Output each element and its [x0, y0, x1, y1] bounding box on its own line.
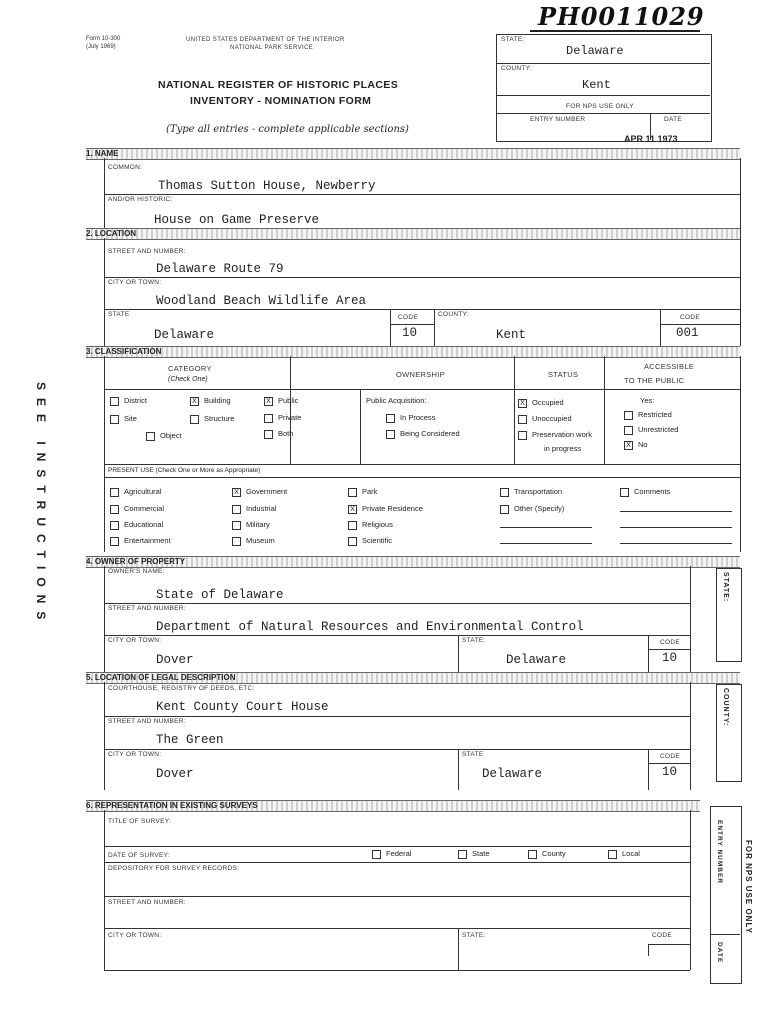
handwritten-id: PH0011029	[538, 2, 705, 31]
access-yes-label: Yes:	[640, 396, 655, 405]
use-entertainment[interactable]: Entertainment	[110, 536, 171, 546]
code-value: 10	[402, 326, 418, 340]
check-structure[interactable]: Structure	[190, 414, 234, 424]
use-agricultural[interactable]: Agricultural	[110, 487, 162, 497]
street-label: STREET AND NUMBER:	[108, 248, 186, 255]
side-entry-number: ENTRY NUMBER	[716, 820, 723, 885]
survey-state[interactable]: State	[458, 849, 490, 859]
use-religious[interactable]: Religious	[348, 520, 393, 530]
legal-city-value: Dover	[156, 767, 194, 781]
category-head: CATEGORY	[168, 364, 212, 373]
form-instructions: (Type all entries - complete applicable sections)	[166, 124, 409, 135]
use-educational[interactable]: Educational	[110, 520, 163, 530]
historic-value: House on Game Preserve	[154, 213, 320, 227]
side-nps-use-only: FOR NPS USE ONLY	[744, 840, 753, 934]
check-restricted[interactable]: Restricted	[624, 410, 672, 420]
common-value: Thomas Sutton House, Newberry	[158, 179, 376, 193]
use-park[interactable]: Park	[348, 487, 377, 497]
legal-street-value: The Green	[156, 733, 224, 747]
use-other[interactable]: Other (Specify)	[500, 504, 564, 514]
survey-date-label: DATE OF SURVEY:	[108, 852, 171, 859]
owner-street-value: Department of Natural Resources and Environmental Control	[156, 620, 584, 634]
owner-state-label: STATE:	[462, 637, 486, 644]
legal-state-value: Delaware	[482, 767, 543, 781]
section3-title: 3. CLASSIFICATION	[86, 347, 162, 356]
section2-bar	[86, 228, 740, 240]
top-state-value: Delaware	[566, 44, 624, 58]
check-no[interactable]: X No	[624, 440, 648, 450]
use-museum[interactable]: Museum	[232, 536, 275, 546]
state-label: STATE	[108, 311, 130, 318]
owner-label: OWNER'S NAME:	[108, 568, 165, 575]
check-preservation[interactable]: Preservation work	[518, 430, 592, 440]
owner-code-label: CODE	[660, 639, 680, 646]
category-sub: (Check One)	[168, 376, 208, 383]
form-number: Form 10-300	[86, 36, 121, 42]
survey-state-label: STATE:	[462, 932, 486, 939]
courthouse-label: COURTHOUSE, REGISTRY OF DEEDS, ETC:	[108, 685, 255, 692]
common-label: COMMON:	[108, 164, 143, 171]
code-label: CODE	[398, 314, 418, 321]
owner-street-label: STREET AND NUMBER:	[108, 605, 186, 612]
survey-county[interactable]: County	[528, 849, 566, 859]
survey-local[interactable]: Local	[608, 849, 640, 859]
top-county-label: COUNTY:	[501, 65, 532, 72]
ownership-head: OWNERSHIP	[396, 370, 445, 379]
see-instructions-vertical: SEE INSTRUCTIONS	[34, 382, 48, 628]
side-county-box	[716, 684, 742, 782]
top-date-label: DATE	[664, 116, 683, 123]
department-line2: NATIONAL PARK SERVICE	[230, 45, 314, 51]
use-government[interactable]: X Government	[232, 487, 287, 497]
top-date-stamp: APR 11 1973	[624, 134, 678, 144]
city-label: CITY OR TOWN:	[108, 279, 162, 286]
county-value: Kent	[496, 328, 527, 342]
top-county-value: Kent	[582, 78, 611, 92]
owner-city-value: Dover	[156, 653, 194, 667]
preservation-line2: in progress	[544, 444, 582, 453]
owner-value: State of Delaware	[156, 588, 284, 602]
check-building[interactable]: X Building	[190, 396, 231, 406]
depository-label: DEPOSITORY FOR SURVEY RECORDS:	[108, 865, 240, 872]
city-value: Woodland Beach Wildlife Area	[156, 294, 367, 308]
check-district[interactable]: District	[110, 396, 147, 406]
present-use-label: PRESENT USE (Check One or More as Appropriate)	[108, 467, 261, 474]
section2-title: 2. LOCATION	[86, 229, 137, 238]
form-title-line1: NATIONAL REGISTER OF HISTORIC PLACES	[158, 79, 399, 91]
access-head2: TO THE PUBLIC	[624, 376, 685, 385]
legal-code-label: CODE	[660, 753, 680, 760]
check-in-process[interactable]: In Process	[386, 413, 435, 423]
check-object[interactable]: Object	[146, 431, 182, 441]
section4-bar	[86, 556, 740, 568]
survey-title-label: TITLE OF SURVEY:	[108, 818, 172, 825]
use-scientific[interactable]: Scientific	[348, 536, 392, 546]
side-date: DATE	[716, 942, 723, 964]
street-value: Delaware Route 79	[156, 262, 284, 276]
form-date: (July 1969)	[86, 44, 116, 50]
historic-label: AND/OR HISTORIC:	[108, 196, 173, 203]
use-transportation[interactable]: Transportation	[500, 487, 562, 497]
check-unoccupied[interactable]: Unoccupied	[518, 414, 572, 424]
owner-city-label: CITY OR TOWN:	[108, 637, 162, 644]
legal-street-label: STREET AND NUMBER:	[108, 718, 186, 725]
check-being-considered[interactable]: Being Considered	[386, 429, 460, 439]
side-state-label: STATE:	[722, 572, 729, 603]
check-both[interactable]: Both	[264, 429, 293, 439]
section4-title: 4. OWNER OF PROPERTY	[86, 557, 186, 566]
survey-code-label: CODE	[652, 932, 672, 939]
owner-state-value: Delaware	[506, 653, 567, 667]
section1-title: 1. NAME	[86, 149, 119, 158]
section5-title: 5. LOCATION OF LEGAL DESCRIPTION	[86, 673, 236, 682]
survey-street-label: STREET AND NUMBER:	[108, 899, 186, 906]
check-public[interactable]: X Public	[264, 396, 298, 406]
section3-bar	[86, 346, 740, 358]
survey-federal[interactable]: Federal	[372, 849, 411, 859]
use-commercial[interactable]: Commercial	[110, 504, 164, 514]
code2-value: 001	[676, 326, 699, 340]
courthouse-value: Kent County Court House	[156, 700, 329, 714]
use-military[interactable]: Military	[232, 520, 270, 530]
owner-code-value: 10	[662, 651, 678, 665]
status-head: STATUS	[548, 370, 579, 379]
section6-title: 6. REPRESENTATION IN EXISTING SURVEYS	[86, 801, 258, 810]
side-state-box	[716, 568, 742, 662]
legal-city-label: CITY OR TOWN:	[108, 751, 162, 758]
county-label: COUNTY:	[438, 311, 469, 318]
top-state-label: STATE:	[501, 36, 525, 43]
section1-bar	[86, 148, 740, 160]
top-entry-label: ENTRY NUMBER	[530, 116, 586, 123]
check-site[interactable]: Site	[110, 414, 137, 424]
survey-city-label: CITY OR TOWN:	[108, 932, 162, 939]
check-unrestricted[interactable]: Unrestricted	[624, 425, 678, 435]
section5-bar	[86, 672, 740, 684]
legal-state-label: STATE	[462, 751, 484, 758]
access-head1: ACCESSIBLE	[644, 362, 695, 371]
use-comments[interactable]: Comments	[620, 487, 670, 497]
use-private-residence[interactable]: X Private Residence	[348, 504, 423, 514]
legal-code-value: 10	[662, 765, 678, 779]
check-private[interactable]: Private	[264, 413, 301, 423]
nps-side-box	[710, 806, 742, 984]
acquisition-label: Public Acquisition:	[366, 396, 427, 405]
use-industrial[interactable]: Industrial	[232, 504, 276, 514]
handwritten-underline	[530, 30, 700, 32]
check-occupied[interactable]: X Occupied	[518, 398, 564, 408]
code2-label: CODE	[680, 314, 700, 321]
department-line1: UNITED STATES DEPARTMENT OF THE INTERIOR	[186, 37, 345, 43]
form-title-line2: INVENTORY - NOMINATION FORM	[190, 95, 372, 107]
state-value: Delaware	[154, 328, 215, 342]
section6-bar	[86, 800, 700, 812]
side-county-label: COUNTY:	[722, 688, 729, 727]
top-nps-label: FOR NPS USE ONLY	[566, 103, 634, 110]
